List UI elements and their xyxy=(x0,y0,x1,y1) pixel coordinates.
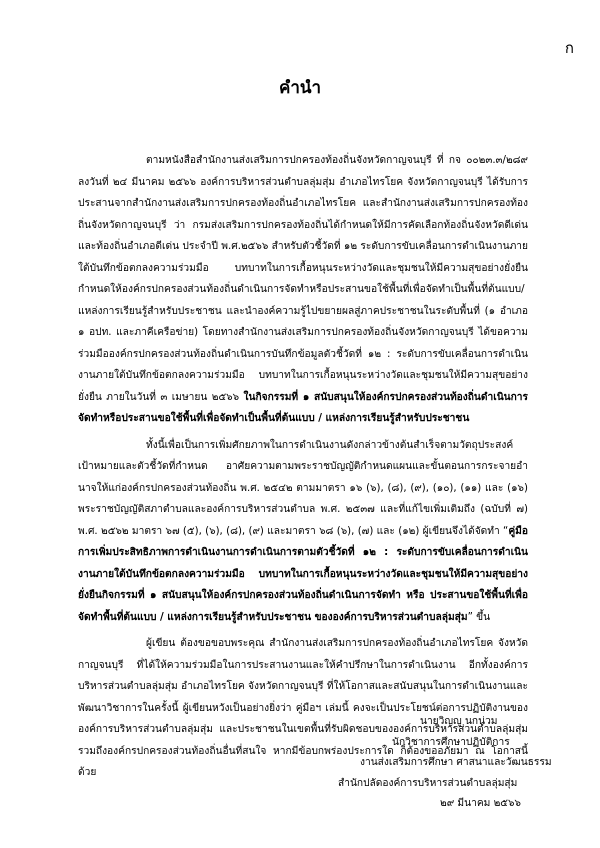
signature-division: งานส่งเสริมการศึกษา ศาสนาและวัฒนธรรม xyxy=(360,757,552,768)
paragraph-1-bold: ในกิจกรรมที่ ๑ สนับสนุนให้องค์กรปกครองส่วนท้องถิ่นดำเนินการจัดทำหรือประสานขอใช้พื้นที่เพื่อจัดทำเป็นพื้นที่ต้นแบบ / แหล่งการเรียนรู้สำหรับประชาชน xyxy=(78,391,528,424)
signature-position: นักวิชาการศึกษาปฏิบัติการ xyxy=(392,736,510,748)
page-title: คำนำ xyxy=(278,78,322,98)
signature-office: สำนักปลัดองค์การบริหารส่วนตำบลลุ่มสุ่ม xyxy=(338,777,518,789)
document-body xyxy=(78,150,528,789)
page-number: ก xyxy=(564,39,574,57)
paragraph-2-end: ” ขึ้น xyxy=(467,611,491,623)
paragraph-1-text: ตามหนังสือสำนักงานส่งเสริมการปกครองท้องถิ่นจังหวัดกาญจนบุรี ที่ กจ ๐๐๒๓.๓/๒๘๙ ลงวันที่ ๒๔ มีนาคม ๒๕๖๖ องค์การบริหารส่วนตำบลลุ่มสุ่ม อำเภอไทรโยค จังหวัดกาญจนบุรี ได้รับการประสานจากสำนักงานส่งเสริมการปกครองท้องถิ่นอำเภอไทรโยค และสำนักงานส่งเสริมการปกครองท้องถิ่นจังหวัดกาญจนบุรี ว่า กรมส่งเสริมการปกครองท้องถิ่นได้กำหนดให้มีการคัดเลือกท้องถิ่นจังหวัดดีเด่นและท้องถิ่นอำเภอดีเด่น ประจำปี พ.ศ.๒๕๖๖ สำหรับตัวชี้วัดที่ ๑๒ ระดับการขับเคลื่อนการดำเนินงานภายใต้บันทึกข้อตกลงความร่วมมือ บทบาทในการเกื้อหนุนระหว่างวัดและชุมชนให้มีความสุขอย่างยั่งยืน กำหนดให้องค์กรปกครองส่วนท้องถิ่นดำเนินการจัดทำหรือประสานขอใช้พื้นที่เพื่อจัดทำเป็นพื้นที่ต้นแบบ/แหล่งการเรียนรู้สำหรับประชาชน และนำองค์ความรู้ไปขยายผลสู่ภาคประชาชนในระดับพื้นที่ (๑ อำเภอ ๑ อปท. และภาคีเครือข่าย) โดยทางสำนักงานส่งเสริมการปกครองท้องถิ่นจังหวัดกาญจนบุรี ได้ขอความร่วมมือองค์กรปกครองส่วนท้องถิ่นดำเนินการบันทึกข้อมูลตัวชี้วัดที่ ๑๒ : ระดับการขับเคลื่อนการดำเนินงานภายใต้บันทึกข้อตกลงความร่วมมือ บทบาทในการเกื้อหนุนระหว่างวัดและชุมชนให้มีความสุขอย่างยั่งยืน ภายในวันที่ ๓ เมษายน ๒๕๖๖ xyxy=(78,155,528,403)
paragraph-1 xyxy=(78,150,528,430)
paragraph-2-text: ทั้งนี้เพื่อเป็นการเพิ่มศักยภาพในการดำเนินงานดังกล่าวข้างต้นสำเร็จตามวัตถุประสงค์ เป้าหมายและตัวชี้วัดที่กำหนด อาศัยความตามพระราชบัญญัติกำหนดแผนและขั้นตอนการกระจายอำนาจให้แก่องค์กรปกครองส่วนท้องถิ่น พ.ศ. ๒๕๔๒ ตามมาตรา ๑๖ (๖), (๘), (๙), (๑๐), (๑๑) และ (๑๖) พระราชบัญญัติสภาตำบลและองค์การบริหารส่วนตำบล พ.ศ. ๒๕๓๗ และที่แก้ไขเพิ่มเติมถึง (ฉบับที่ ๗) พ.ศ. ๒๕๖๒ มาตรา ๖๗ (๕), (๖), (๘), (๙) และมาตรา ๖๘ (๖), (๗) และ (๑๒) ผู้เขียนจึงได้จัดทำ “ xyxy=(78,439,528,537)
paragraph-2 xyxy=(78,435,528,629)
paragraph-3-text: ผู้เขียน ต้องขอขอบพระคุณ สำนักงานส่งเสริมการปกครองท้องถิ่นอำเภอไทรโยค จังหวัดกาญจนบุรี ที่ได้ให้ความร่วมมือในการประสานงานและให้คำปรึกษาในการดำเนินงาน อีกทั้งองค์การบริหารส่วนตำบลลุ่มสุ่ม อำเภอไทรโยค จังหวัดกาญจนบุรี ที่ให้โอกาสและสนับสนุนในการดำเนินงานและพัฒนาวิชาการในครั้งนี้ ผู้เขียนหวังเป็นอย่างยิ่งว่า คู่มือฯ เล่มนี้ คงจะเป็นประโยชน์ต่อการปฏิบัติงานขององค์การบริหารส่วนตำบลลุ่มสุ่ม และประชาชนในเขตพื้นที่รับผิดชอบขององค์การบริหารส่วนตำบลลุ่มสุ่ม รวมถึงองค์กรปกครองส่วนท้องถิ่นอื่นที่สนใจ หากมีข้อบกพร่องประการใด ก็ต้องขออภัยมา ณ โอกาสนี้ด้วย xyxy=(78,638,528,778)
signature-date: ๒๙ มีนาคม ๒๕๖๖ xyxy=(440,798,521,809)
paragraph-2-bold: คู่มือการเพิ่มประสิทธิภาพการดำเนินงานการดำเนินการตามตัวชี้วัดที่ ๑๒ : ระดับการขับเคลื่อนการดำเนินงานภายใต้บันทึกข้อตกลงความร่วมมือ บทบาทในการเกื้อหนุนระหว่างวัดและชุมชนให้มีความสุขอย่างยั่งยืนกิจกรรมที่ ๑ สนับสนุนให้องค์กรปกครองส่วนท้องถิ่นดำเนินการจัดทำ หรือ ประสานขอใช้พื้นที่เพื่อจัดทำพื้นที่ต้นแบบ / แหล่งการเรียนรู้สำหรับประชาชน ขององค์การบริหารส่วนตำบลลุ่มสุ่ม xyxy=(78,525,528,623)
signature-name: นายวิญญู นกน่วม xyxy=(420,716,498,727)
signature-block xyxy=(338,712,552,815)
